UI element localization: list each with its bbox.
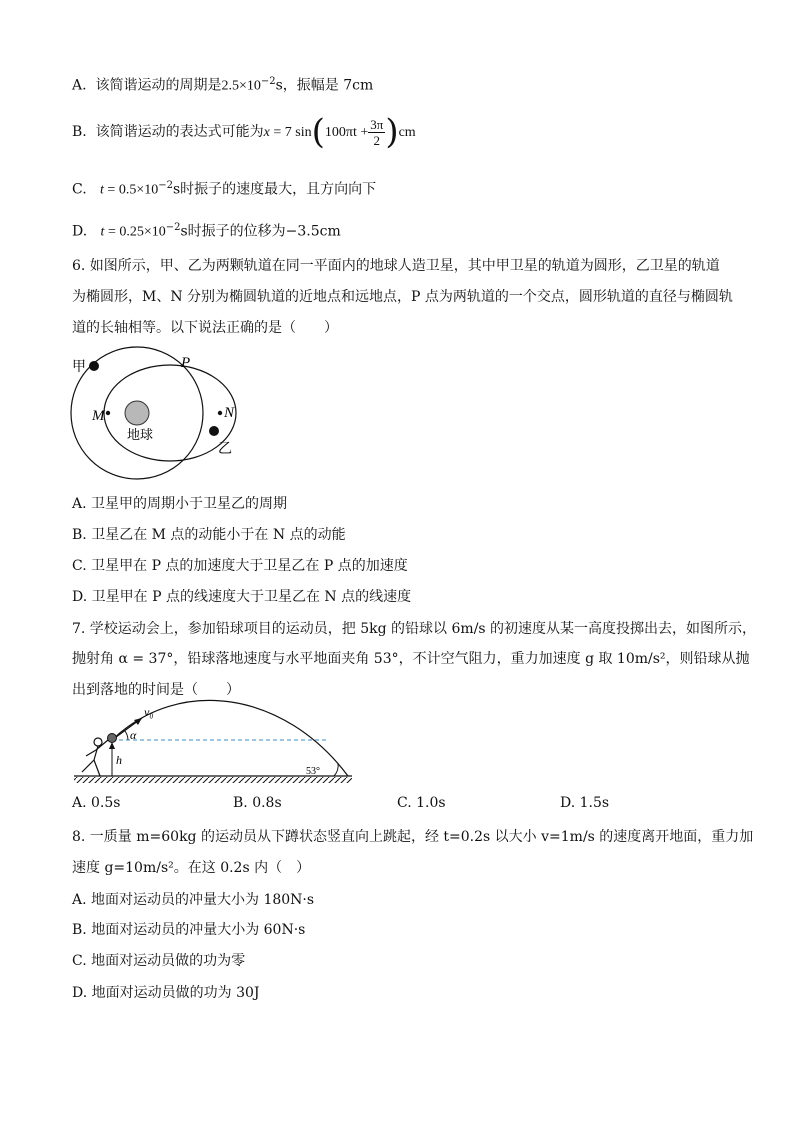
left-paren: (	[311, 112, 325, 152]
q6-option-a: A. 卫星甲的周期小于卫星乙的周期	[72, 496, 288, 512]
right-paren: )	[385, 112, 399, 152]
ground-hatch	[74, 777, 352, 783]
label-earth: 地球	[127, 428, 154, 443]
q6-stem-line1: 6. 如图所示，甲、乙为两颗轨道在同一平面内的地球人造卫星，其中甲卫星的轨道为圆形，乙卫星的轨道	[72, 258, 720, 274]
q6-stem-line3: 道的长轴相等。以下说法正确的是（ ）	[72, 320, 338, 336]
label-m: M	[92, 408, 105, 424]
q7-stem-line1: 7. 学校运动会上，参加铅球项目的运动员，把 5kg 的铅球以 6m/s 的初速度从某一高度投掷出去，如图所示，	[72, 621, 757, 637]
elliptical-orbit	[104, 365, 236, 461]
projectile-diagram	[70, 700, 360, 790]
label-v0: v₀	[144, 705, 154, 719]
label-jia: 甲	[72, 359, 86, 375]
q8-option-c: C. 地面对运动员做的功为零	[72, 953, 246, 969]
q8-stem-line1: 8. 一质量 m=60kg 的运动员从下蹲状态竖直向上跳起，经 t=0.2s 以大小 v=1m/s 的速度离开地面，重力加	[72, 829, 754, 845]
label-alpha: α	[130, 728, 137, 742]
q7-option-b: B. 0.8s	[233, 795, 282, 811]
q8-option-d: D. 地面对运动员做的功为 30J	[72, 985, 260, 1001]
label-n: N	[224, 405, 235, 421]
q5-option-d: D. $t = 0.25\times 10^{-2}s$时振子的位移为−3.5cm	[72, 222, 341, 240]
point-m	[106, 411, 110, 415]
thrower-figure	[82, 738, 108, 776]
fraction: $\frac{3\pi}{2}$	[370, 116, 384, 148]
height-arrow-up-icon	[109, 742, 115, 749]
label-p: P	[181, 355, 191, 371]
q8-option-a: A. 地面对运动员的冲量大小为 180N·s	[72, 892, 315, 908]
angle-alpha-arc	[125, 731, 128, 740]
shot-put-ball	[108, 734, 117, 743]
satellite-yi	[209, 426, 219, 436]
earth-icon	[125, 401, 149, 425]
q5-option-a: A. 该简谐运动的周期是$2.5\times 10^{-2}s$，振幅是 7cm	[72, 76, 374, 94]
q7-option-d: D. 1.5s	[560, 795, 610, 811]
q8-stem-line2: 速度 g=10m/s²。在这 0.2s 内（ ）	[72, 860, 311, 876]
orbit-diagram	[60, 345, 260, 485]
q6-option-c: C. 卫星甲在 P 点的加速度大于卫星乙在 P 点的加速度	[72, 558, 408, 574]
q5-option-c: C. $t = 0.5\times 10^{-2}s$时振子的速度最大，且方向向下	[72, 180, 377, 198]
q6-option-d: D. 卫星甲在 P 点的线速度大于卫星乙在 N 点的线速度	[72, 589, 412, 605]
label-53deg: 53°	[306, 766, 320, 777]
label-yi: 乙	[218, 441, 232, 457]
label-h: h	[116, 753, 122, 767]
landing-angle-arc	[334, 763, 338, 776]
q7-stem-line2: 抛射角 α = 37°，铅球落地速度与水平地面夹角 53°，不计空气阻力，重力加速度 g 取 10m/s²，则铅球从抛	[72, 651, 750, 667]
q8-option-b: B. 地面对运动员的冲量大小为 60N·s	[72, 922, 306, 938]
q7-option-c: C. 1.0s	[397, 795, 446, 811]
q5-option-b: B. 该简谐运动的表达式可能为x = 7 sin(100πt + $\frac{3\pi}{2}$ )cm	[72, 112, 416, 152]
q6-stem-line2: 为椭圆形，M、N 分别为椭圆轨道的近地点和远地点，P 点为两轨道的一个交点，圆形轨道的直径与椭圆轨	[72, 289, 733, 305]
q7-option-a: A. 0.5s	[72, 795, 121, 811]
q7-stem-line3: 出到落地的时间是（ ）	[72, 682, 240, 698]
q6-option-b: B. 卫星乙在 M 点的动能小于在 N 点的动能	[72, 527, 346, 543]
satellite-jia	[89, 361, 99, 371]
point-n	[218, 411, 222, 415]
